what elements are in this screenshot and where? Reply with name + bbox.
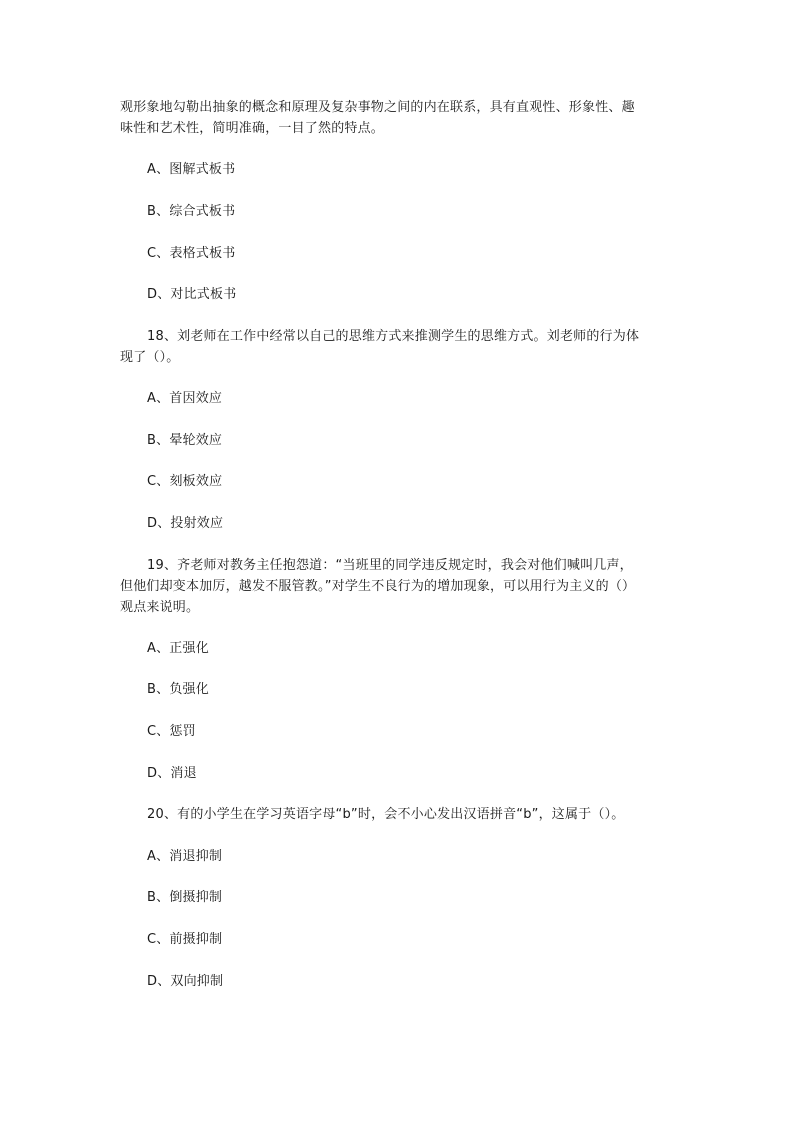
q17-option-b: B、综合式板书 — [147, 204, 236, 219]
q18-option-a: A、首因效应 — [147, 391, 223, 406]
q18-option-b: B、晕轮效应 — [147, 433, 223, 448]
q18-stem-line-1: 18、刘老师在工作中经常以自己的思维方式来推测学生的思维方式。刘老师的行为体 — [147, 329, 640, 344]
q20-option-a: A、消退抑制 — [147, 849, 223, 864]
q17-option-a: A、图解式板书 — [147, 162, 236, 177]
q17-option-d: D、对比式板书 — [147, 287, 237, 302]
q20-option-b: B、倒摄抑制 — [147, 890, 223, 905]
q20-option-c: C、前摄抑制 — [147, 932, 223, 947]
q18-option-d: D、投射效应 — [147, 516, 224, 531]
q19-stem-line-1: 19、齐老师对教务主任抱怨道：“当班里的同学违反规定时，我会对他们喊叫几声， — [147, 558, 633, 573]
q19-option-c: C、惩罚 — [147, 724, 196, 739]
q19-option-b: B、负强化 — [147, 682, 209, 697]
q17-option-c: C、表格式板书 — [147, 246, 236, 261]
intro-line-2: 味性和艺术性，简明准确，一目了然的特点。 — [120, 121, 385, 136]
q19-stem-line-3: 观点来说明。 — [120, 600, 200, 615]
q19-option-d: D、消退 — [147, 766, 197, 781]
q18-option-c: C、刻板效应 — [147, 474, 223, 489]
q19-stem-line-2: 但他们却变本加厉，越发不服管教。”对学生不良行为的增加现象，可以用行为主义的（） — [120, 579, 636, 594]
q20-option-d: D、双向抑制 — [147, 974, 224, 989]
intro-line-1: 观形象地勾勒出抽象的概念和原理及复杂事物之间的内在联系，具有直观性、形象性、趣 — [120, 100, 635, 115]
q20-stem-line-1: 20、有的小学生在学习英语字母“b”时，会不小心发出汉语拼音“b”，这属于（）。 — [147, 807, 625, 822]
q19-option-a: A、正强化 — [147, 641, 209, 656]
q18-stem-line-2: 现了（）。 — [120, 350, 180, 365]
